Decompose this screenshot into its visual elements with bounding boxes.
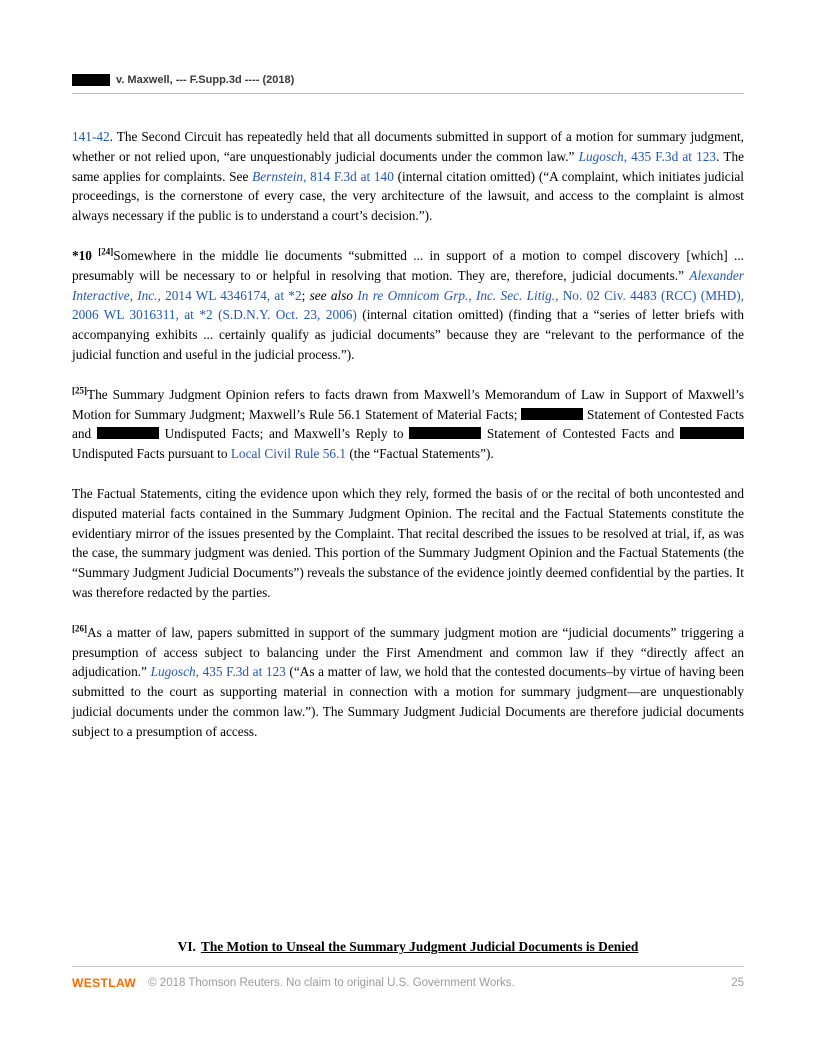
westlaw-logo: WESTLAW [72,976,137,990]
text-segment: ; [301,287,310,303]
paragraph [72,246,744,365]
case-citation: v. Maxwell, --- F.Supp.3d ---- (2018) [116,74,295,86]
text-segment: [26] [72,623,87,634]
paragraph [72,385,744,464]
document-body [72,127,744,762]
citation-link[interactable]: Lugosch [578,148,624,164]
citation-link[interactable]: , No. 02 Civ. 4483 (RCC) (MHD), 2006 WL 3016311, at *2 (S.D.N.Y. Oct. 23, 2006) [72,287,744,323]
text-segment: The Summary Judgment Opinion refers to facts drawn from Maxwell’s Memorandum of Law in Support of Maxwell’s Motion for Summary Judgment; Maxwell’s Rule 56.1 Statement of Material Facts; [72,386,744,422]
text-segment: Undisputed Facts pursuant to [72,446,231,462]
text-segment: . The Second Circuit has repeatedly held that all documents submitted in support of a motion for summary judgment, whether or not relied upon, “are unquestionably judicial documents under the common law.” [72,129,744,164]
text-segment: see also [309,287,358,303]
citation-link[interactable]: In re Omnicom Grp., Inc. Sec. Litig. [357,287,556,303]
paragraph [72,484,744,603]
document-header [72,74,744,94]
text-segment: [24] [98,246,114,257]
citation-link[interactable]: Alexander Interactive, Inc. [72,267,744,303]
redaction-box [72,74,110,86]
redaction-box [97,427,159,439]
text-segment: Statement of Contested Facts and [481,426,680,442]
citation-link[interactable]: , 2014 WL 4346174, at *2 [157,287,302,303]
text-segment: (internal citation omitted) (finding that a “series of letter briefs with accompanying exhibits ... certainly qualify as judicial documents” because they are “relevant to the performance of the judicial function and useful in the judicial process.”). [72,307,744,362]
citation-link[interactable]: Bernstein [252,168,304,184]
text-segment: [25] [72,385,87,396]
citation-link[interactable]: , 435 F.3d at 123 [195,664,286,680]
page-number: 25 [731,977,744,989]
text-segment: The Factual Statements, citing the evidence upon which they rely, formed the basis of or the recital of both uncontested and disputed material facts contained in the Summary Judgment Opinion. The recital and the Factual Statements constitute the evidentiary mirror of the issues presented by the Complaint. That recital described the issues to be resolved at trial, if, as was the case, the summary judgment was denied. This portion of the Summary Judgment Opinion and the Factual Statements (the “Summary Judgment Judicial Documents”) reveals the substance of the evidence jointly deemed confidential by the parties. It was therefore redacted by the parties. [72,485,744,600]
text-segment: (“As a matter of law, we hold that the contested documents–by virtue of having been submitted to the court as supporting material in connection with a motion for summary judgment—are unquestionably judicial documents under the common law.”). The Summary Judgment Judicial Documents are therefore judicial documents subject to a presumption of access. [72,664,744,739]
citation-link[interactable]: , 435 F.3d at 123 [623,148,717,164]
citation-link[interactable]: Local Civil Rule 56.1 [230,446,347,462]
citation-link[interactable]: , 814 F.3d at 140 [303,168,394,184]
paragraph [72,623,744,742]
text-segment: (internal citation omitted) (“A complaint, which initiates judicial proceedings, is the cornerstone of every case, the very architecture of the lawsuit, and access to the complaint is almost always necessary if the public is to understand a court’s decision.”). [72,168,745,224]
text-segment: Somewhere in the middle lie documents “submitted ... in support of a motion to compel discovery [which] ... presumably will be necessary to or helpful in resolving that motion. They are, therefore, judicial documents.” [72,247,744,283]
redaction-box [521,408,583,420]
text-segment: As a matter of law, papers submitted in support of the summary judgment motion are “judicial documents” triggering a presumption of access subject to balancing under the First Amendment and common law if they “directly affect an adjudication.” [72,624,744,680]
citation-link[interactable]: Lugosch [150,664,196,680]
text-segment: *10 [72,247,99,263]
footer [72,966,744,990]
redaction-box [680,427,744,439]
section-title: The Motion to Unseal the Summary Judgment Judicial Documents is Denied [200,939,639,954]
citation-link[interactable]: 141-42 [72,129,110,144]
section-number: VI. [177,939,196,954]
text-segment: Undisputed Facts; and Maxwell’s Reply to [158,426,410,442]
text-segment: . The same applies for complaints. See [72,148,744,184]
section-heading [72,939,744,955]
text-segment: (the “Factual Statements”). [346,446,494,462]
text-segment: Statement of Contested Facts and [72,406,744,442]
paragraph [72,127,744,226]
copyright-text: © 2018 Thomson Reuters. No claim to original U.S. Government Works. [148,977,515,989]
redaction-box [409,427,481,439]
